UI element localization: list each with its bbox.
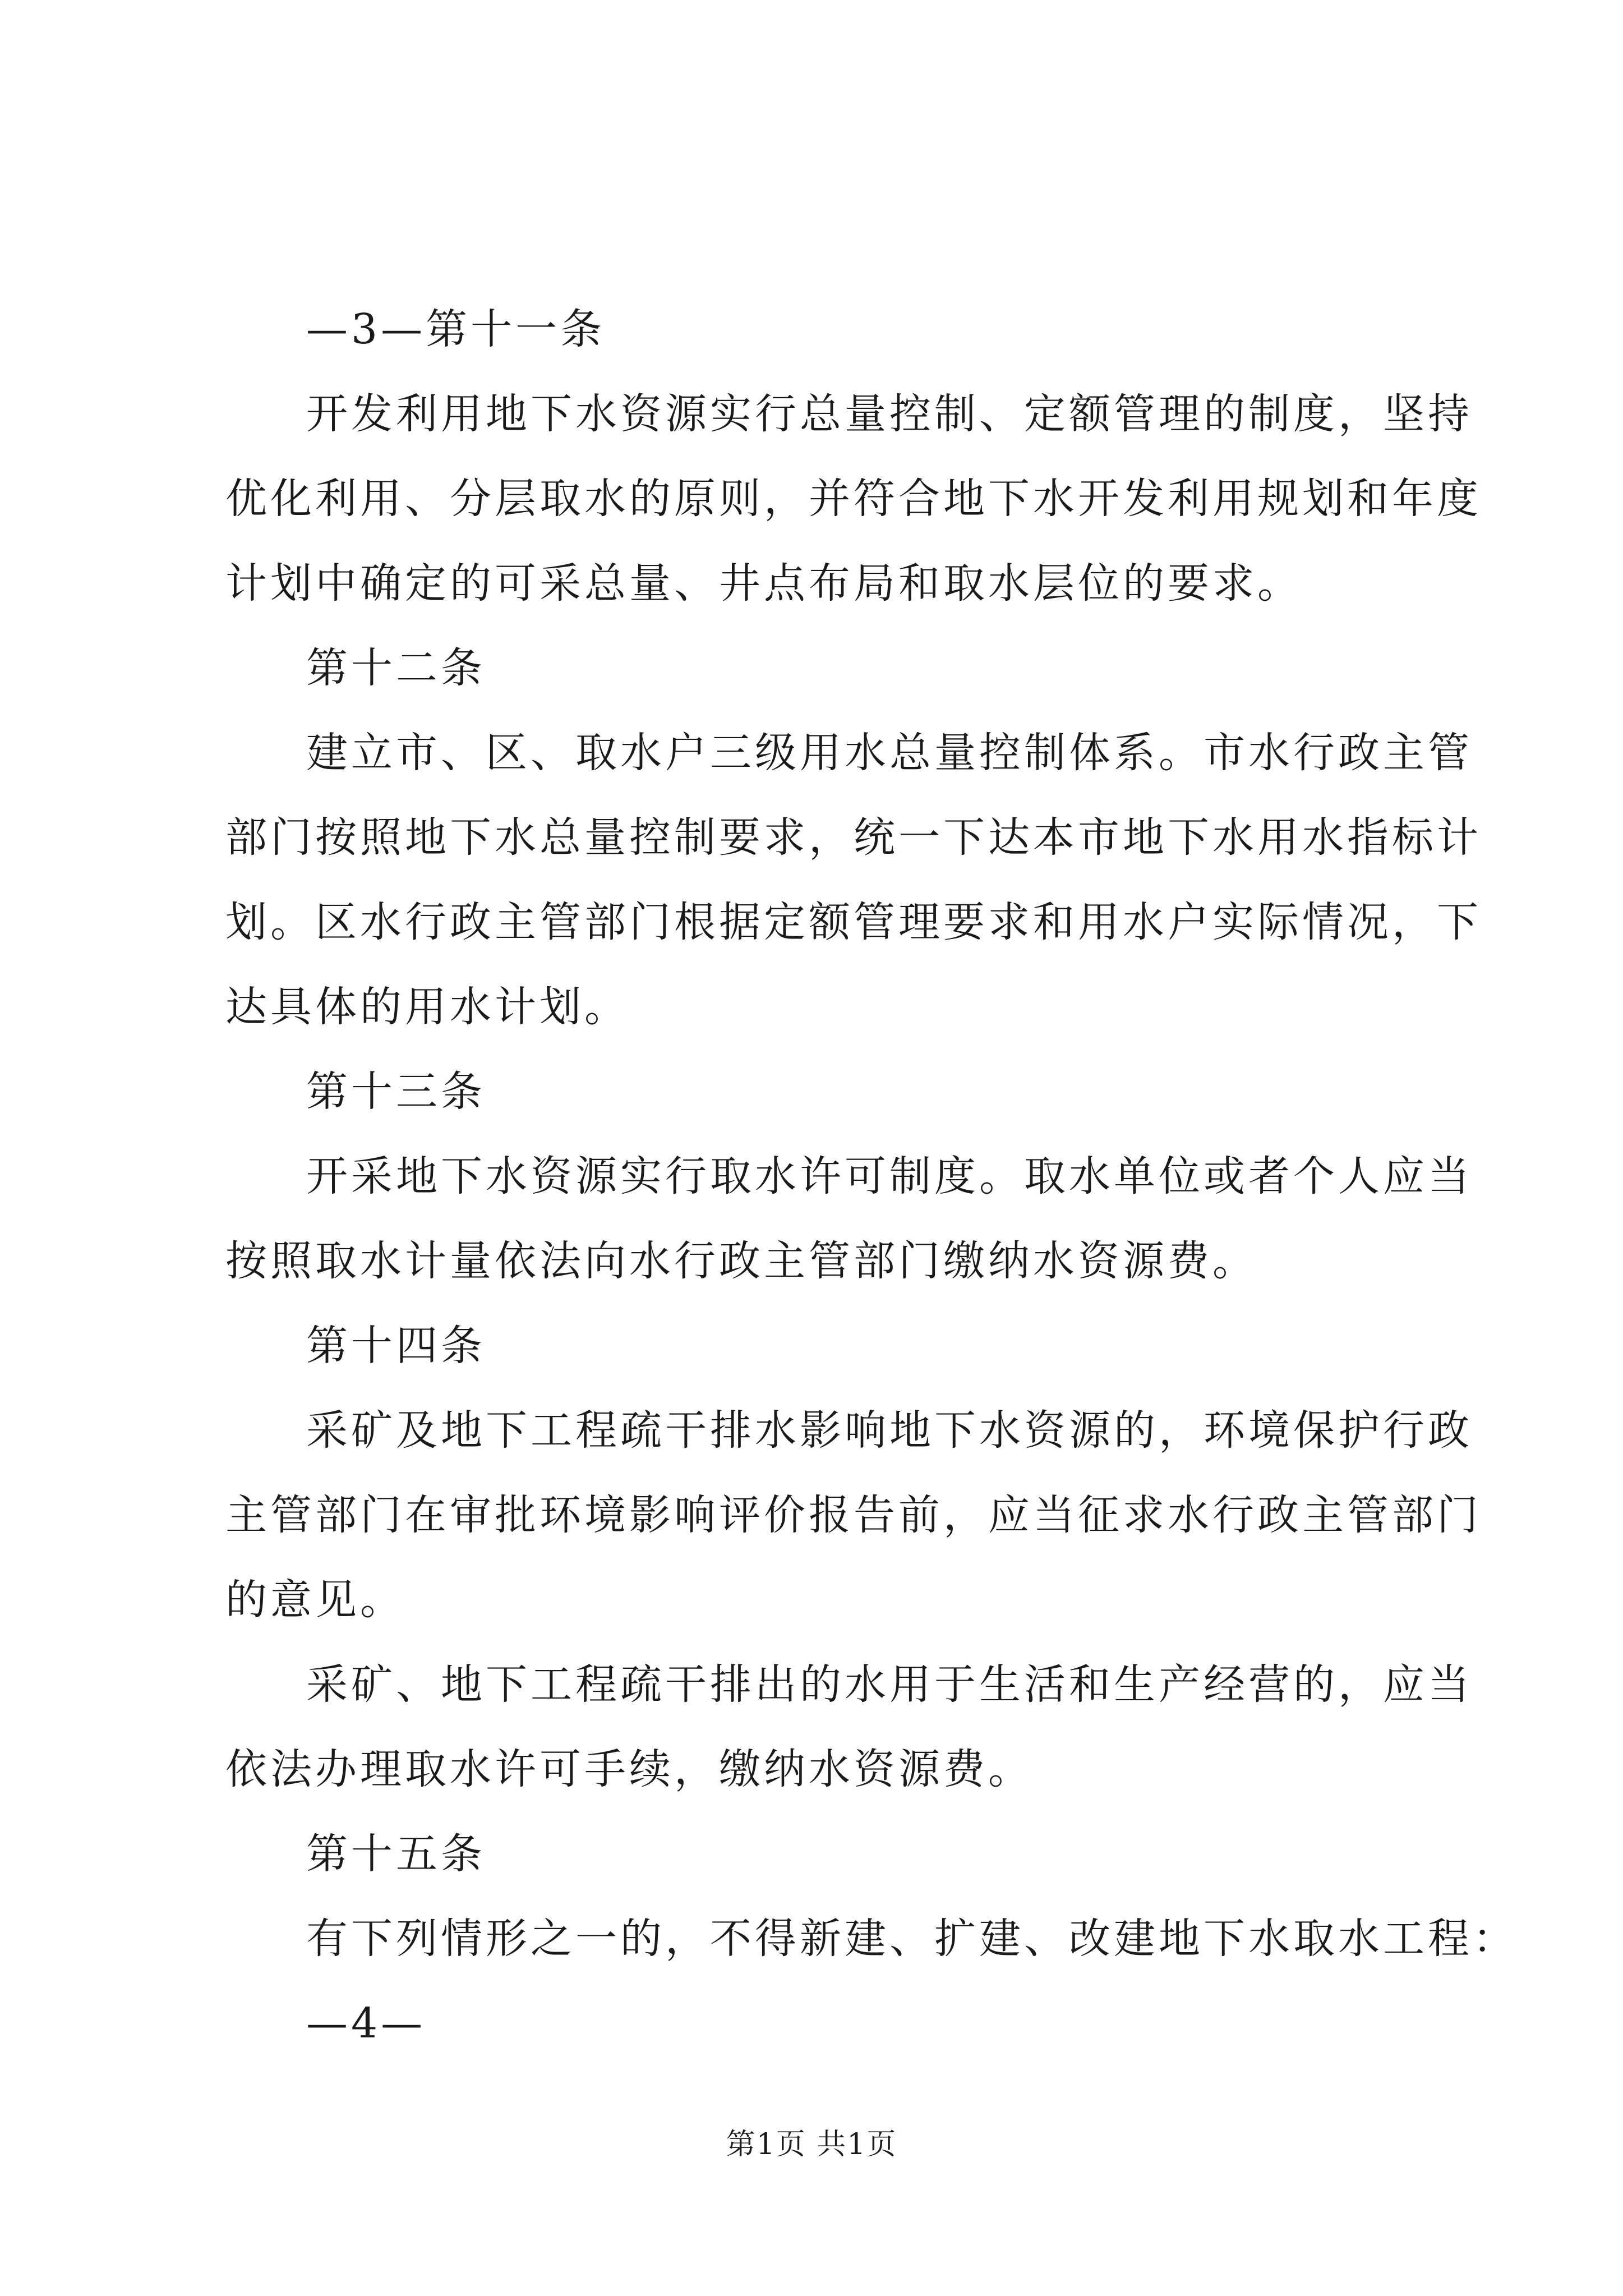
paragraph-line: 采矿及地下工程疏干排水影响地下水资源的，环境保护行政 <box>306 1406 1473 1455</box>
page-marker-4: —4— <box>306 1999 426 2047</box>
paragraph-line: 部门按照地下水总量控制要求，统一下达本市地下水用水指标计 <box>225 813 1482 862</box>
document-body <box>225 303 1518 2082</box>
paragraph-line: 建立市、区、取水户三级用水总量控制体系。市水行政主管 <box>306 729 1473 777</box>
paragraph-line: 划。区水行政主管部门根据定额管理要求和用水户实际情况，下 <box>225 898 1482 946</box>
page-footer-indicator: 第1页 共1页 <box>726 2128 897 2161</box>
paragraph-line: 主管部门在审批环境影响评价报告前，应当征求水行政主管部门 <box>225 1491 1482 1539</box>
paragraph-line: 采矿、地下工程疏干排出的水用于生活和生产经营的，应当 <box>306 1660 1473 1709</box>
paragraph-line: 开发利用地下水资源实行总量控制、定额管理的制度，坚持 <box>306 390 1473 438</box>
article-13-heading: 第十三条 <box>306 1068 486 1116</box>
article-15-heading: 第十五条 <box>306 1830 486 1878</box>
paragraph-line: 依法办理取水许可手续，缴纳水资源费。 <box>225 1745 1033 1793</box>
paragraph-line: 有下列情形之一的，不得新建、扩建、改建地下水取水工程： <box>306 1915 1518 1963</box>
paragraph-line: 优化利用、分层取水的原则，并符合地下水开发利用规划和年度 <box>225 475 1482 523</box>
article-12-heading: 第十二条 <box>306 644 486 692</box>
paragraph-line: 的意见。 <box>225 1576 405 1624</box>
article-14-heading: 第十四条 <box>306 1322 486 1370</box>
paragraph-line: 达具体的用水计划。 <box>225 983 629 1031</box>
paragraph-line: 按照取水计量依法向水行政主管部门缴纳水资源费。 <box>225 1237 1257 1285</box>
paragraph-line: 开采地下水资源实行取水许可制度。取水单位或者个人应当 <box>306 1152 1473 1200</box>
page-marker-3-article-11-heading: —3—第十一条 <box>306 305 606 353</box>
paragraph-line: 计划中确定的可采总量、井点布局和取水层位的要求。 <box>225 559 1302 608</box>
